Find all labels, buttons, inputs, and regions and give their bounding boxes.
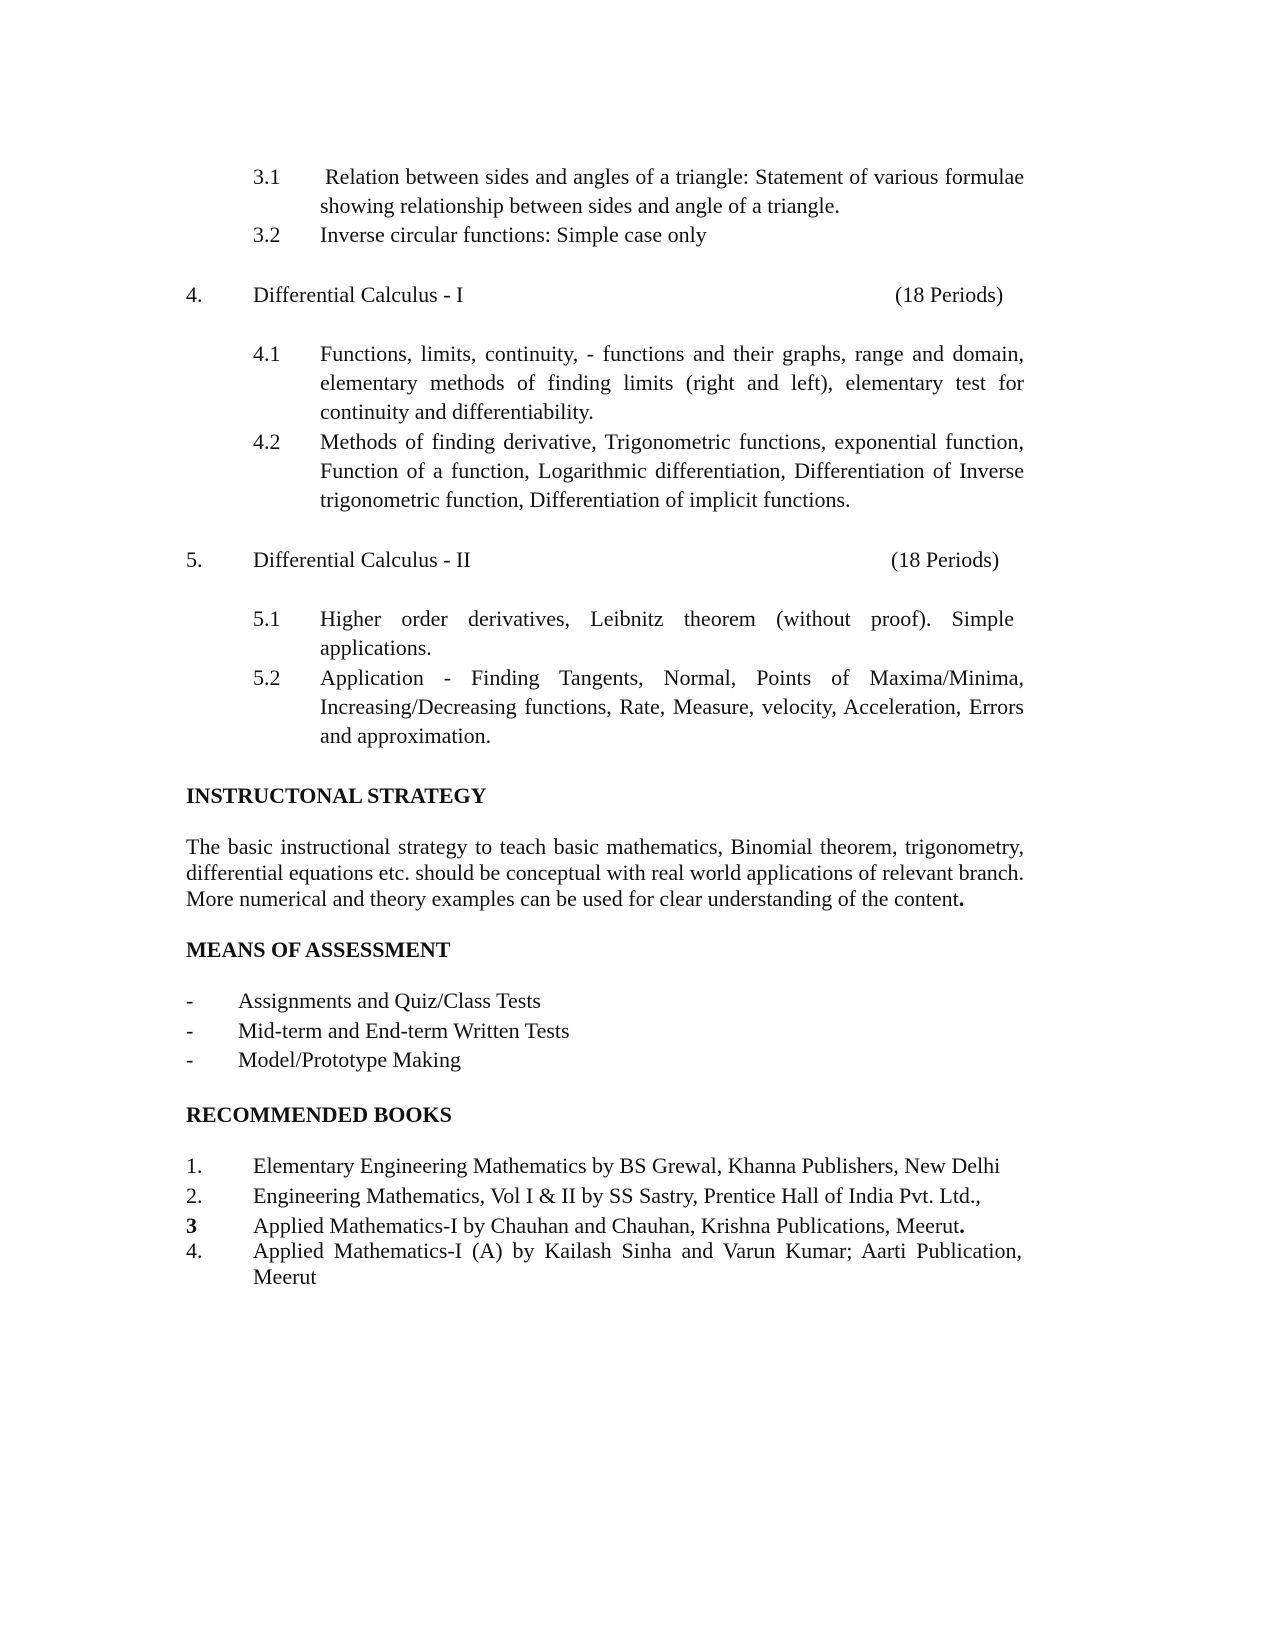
item-3-1-line-1: Relation between sides and angles of a triangle: Statement of various formulae bbox=[325, 164, 1024, 189]
book-number-2: 2. bbox=[186, 1183, 203, 1208]
assessment-item-2: Mid-term and End-term Written Tests bbox=[238, 1018, 570, 1043]
book-3-text: Applied Mathematics-I by Chauhan and Chauhan, Krishna Publications, Meerut bbox=[253, 1213, 960, 1238]
item-3-2-line-1: Inverse circular functions: Simple case only bbox=[320, 222, 707, 247]
section-periods-4: (18 Periods) bbox=[895, 282, 1004, 307]
item-4-2-line-1: Methods of finding derivative, Trigonometric functions, exponential function, bbox=[320, 429, 1024, 454]
assessment-bullet-3: - bbox=[186, 1047, 194, 1072]
strategy-line-3 bbox=[186, 884, 964, 914]
book-4-line-2: Meerut bbox=[253, 1264, 317, 1289]
section-number-4: 4. bbox=[186, 282, 203, 307]
books-heading: RECOMMENDED BOOKS bbox=[186, 1102, 452, 1127]
assessment-item-3: Model/Prototype Making bbox=[238, 1047, 462, 1072]
section-periods-5: (18 Periods) bbox=[891, 547, 1000, 572]
item-number-4-1: 4.1 bbox=[253, 341, 281, 366]
item-4-1-line-2: elementary methods of finding limits (right and left), elementary test for bbox=[320, 370, 1024, 395]
assessment-bullet-1: - bbox=[186, 988, 194, 1013]
item-5-2-line-1: Application - Finding Tangents, Normal, Points of Maxima/Minima, bbox=[320, 665, 1024, 690]
section-title-5: Differential Calculus - II bbox=[253, 547, 471, 572]
item-3-1-line-2: showing relationship between sides and angle of a triangle. bbox=[320, 193, 840, 218]
item-5-2-line-2: Increasing/Decreasing functions, Rate, Measure, velocity, Acceleration, Errors bbox=[320, 694, 1024, 719]
strategy-heading: INSTRUCTONAL STRATEGY bbox=[186, 783, 487, 808]
item-4-2-line-3: trigonometric function, Differentiation of implicit functions. bbox=[320, 487, 851, 512]
strategy-line-1: The basic instructional strategy to teach basic mathematics, Binomial theorem, trigonometry, bbox=[186, 834, 1024, 859]
section-number-5: 5. bbox=[186, 547, 203, 572]
item-5-2-line-3: and approximation. bbox=[320, 723, 492, 748]
item-5-1-line-1: Higher order derivatives, Leibnitz theorem (without proof). Simple bbox=[320, 606, 1014, 631]
item-4-1-line-1: Functions, limits, continuity, - functions and their graphs, range and domain, bbox=[320, 341, 1024, 366]
strategy-line-2: differential equations etc. should be conceptual with real world applications of relevant branch. bbox=[186, 860, 1024, 885]
book-number-3: 3 bbox=[186, 1213, 197, 1238]
item-number-3-2: 3.2 bbox=[253, 222, 281, 247]
item-number-5-1: 5.1 bbox=[253, 606, 281, 631]
strategy-final-period: . bbox=[958, 886, 965, 911]
section-title-4: Differential Calculus - I bbox=[253, 282, 464, 307]
book-4-line-1: Applied Mathematics-I (A) by Kailash Sinha and Varun Kumar; Aarti Publication, bbox=[253, 1238, 1022, 1263]
item-number-4-2: 4.2 bbox=[253, 429, 281, 454]
book-number-1: 1. bbox=[186, 1153, 203, 1178]
item-4-2-line-2: Function of a function, Logarithmic differentiation, Differentiation of Inverse bbox=[320, 458, 1024, 483]
item-5-1-line-2: applications. bbox=[320, 635, 432, 660]
assessment-item-1: Assignments and Quiz/Class Tests bbox=[238, 988, 541, 1013]
assessment-heading: MEANS OF ASSESSMENT bbox=[186, 937, 451, 962]
book-3-trailing-period: . bbox=[959, 1213, 965, 1238]
item-number-5-2: 5.2 bbox=[253, 665, 281, 690]
strategy-line-3-text: More numerical and theory examples can be used for clear understanding of the content bbox=[186, 886, 959, 911]
item-number-3-1: 3.1 bbox=[253, 164, 281, 189]
item-4-1-line-3: continuity and differentiability. bbox=[320, 399, 594, 424]
assessment-bullet-2: - bbox=[186, 1018, 194, 1043]
book-1-line-1: Elementary Engineering Mathematics by BS Grewal, Khanna Publishers, New Delhi bbox=[253, 1153, 1001, 1178]
book-2-line-1: Engineering Mathematics, Vol I & II by SS Sastry, Prentice Hall of India Pvt. Ltd., bbox=[253, 1183, 981, 1208]
book-number-4: 4. bbox=[186, 1238, 203, 1263]
